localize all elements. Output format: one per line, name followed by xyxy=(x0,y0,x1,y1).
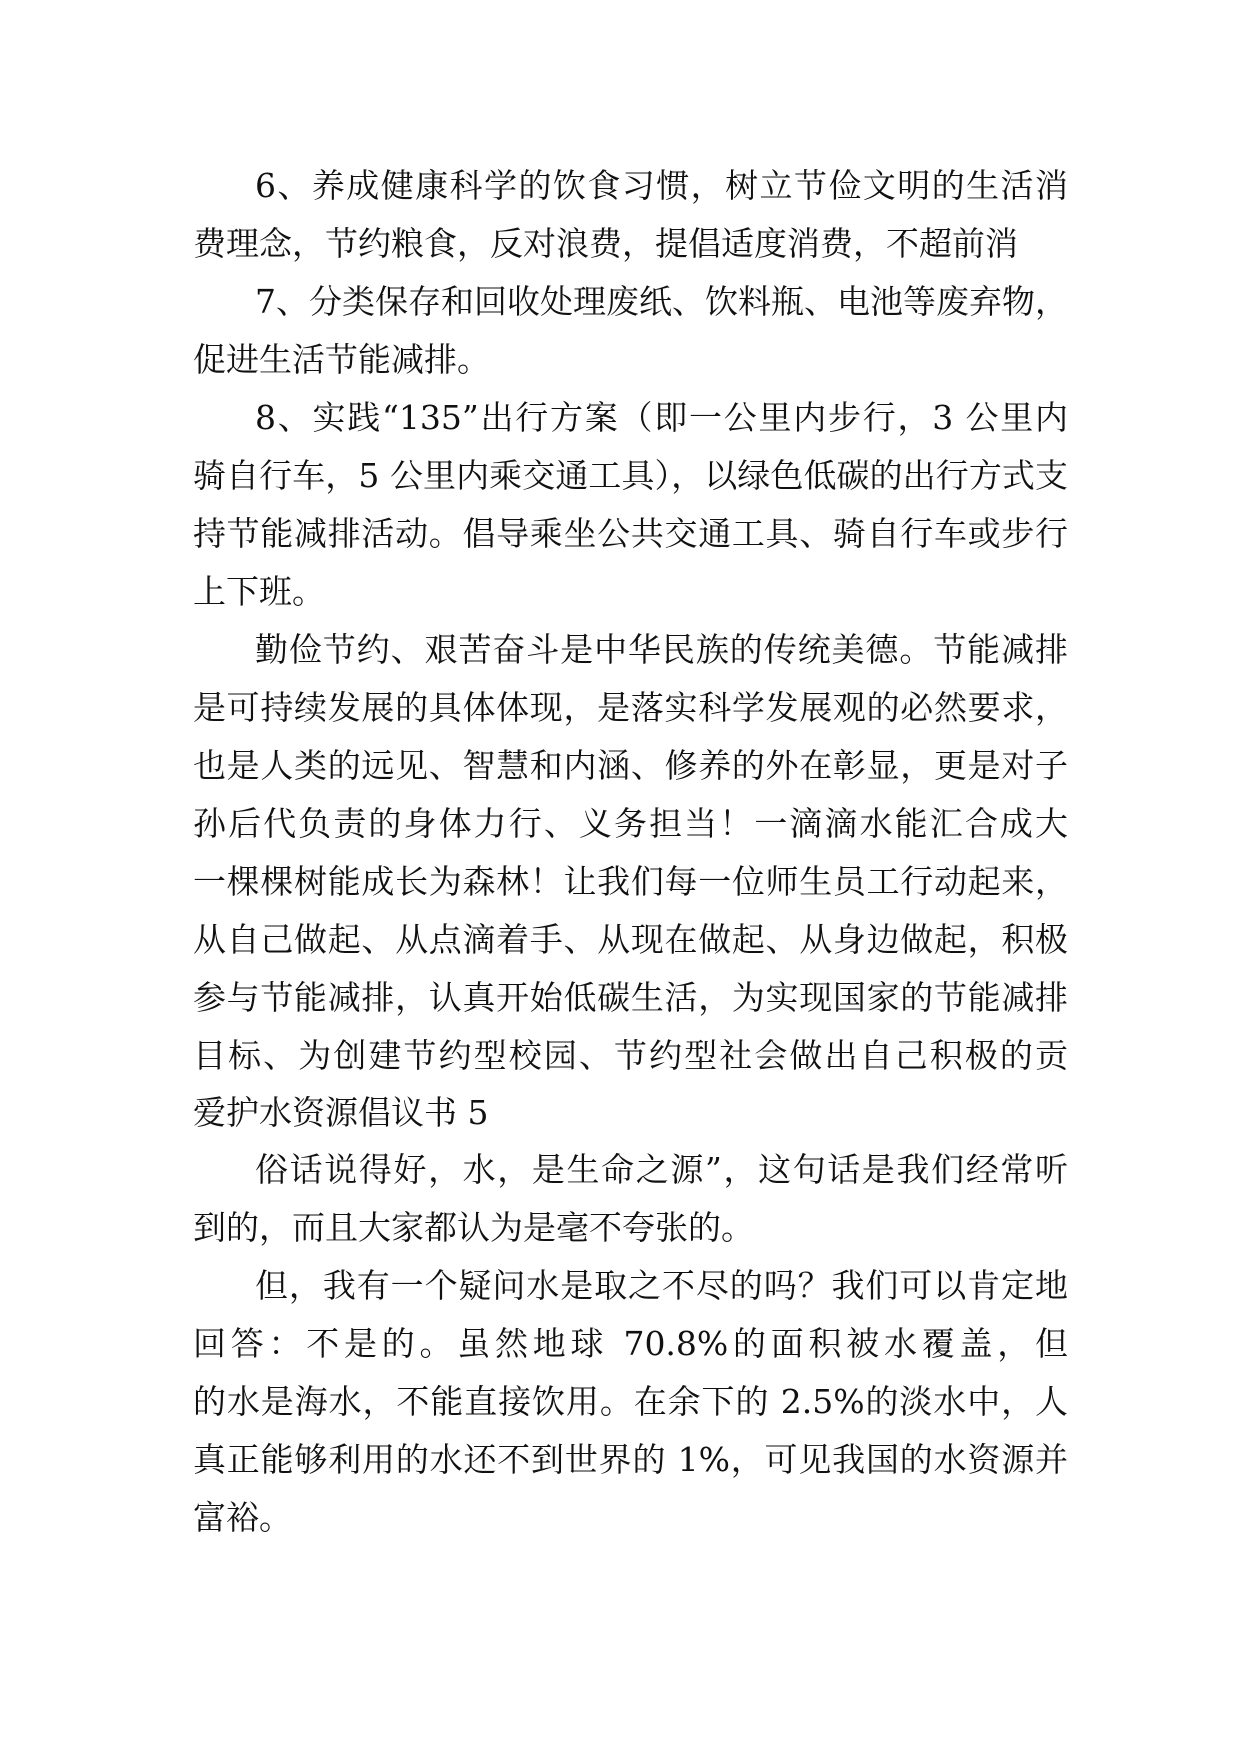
paragraph-line: 8、实践“135”出行方案（即一公里内步行，3 公里内 xyxy=(255,398,1068,437)
paragraph-line: 参与节能减排，认真开始低碳生活，为实现国家的节能减排 xyxy=(193,978,1068,1017)
paragraph-line: 富裕。 xyxy=(193,1498,292,1537)
paragraph-line: 到的，而且大家都认为是毫不夸张的。 xyxy=(193,1208,754,1247)
paragraph-item-6 xyxy=(193,157,1068,273)
paragraph-line: 从自己做起、从点滴着手、从现在做起、从身边做起，积极 xyxy=(193,920,1068,959)
paragraph-water-facts xyxy=(193,1257,1068,1547)
paragraph-intro xyxy=(193,1141,1068,1257)
paragraph-line: 真正能够利用的水还不到世界的 1%，可见我国的水资源并 xyxy=(193,1440,1068,1479)
paragraph-line: 骑自行车，5 公里内乘交通工具），以绿色低碳的出行方式支 xyxy=(193,456,1068,495)
paragraph-item-8 xyxy=(193,389,1068,621)
paragraph-line: 孙后代负责的身体力行、义务担当！一滴滴水能汇合成大 xyxy=(193,804,1068,843)
paragraph-line: 目标、为创建节约型校园、节约型社会做出自己积极的贡 xyxy=(193,1036,1068,1075)
document-body xyxy=(193,157,1068,1547)
paragraph-line: 俗话说得好，水，是生命之源”，这句话是我们经常听 xyxy=(255,1150,1068,1189)
paragraph-line: 但，我有一个疑问水是取之不尽的吗？我们可以肯定地 xyxy=(255,1266,1068,1305)
paragraph-line: 勤俭节约、艰苦奋斗是中华民族的传统美德。节能减排 xyxy=(255,630,1068,669)
paragraph-line: 是可持续发展的具体体现，是落实科学发展观的必然要求， xyxy=(193,688,1068,727)
paragraph-line: 促进生活节能减排。 xyxy=(193,340,490,379)
paragraph-line: 6、养成健康科学的饮食习惯，树立节俭文明的生活消 xyxy=(255,166,1068,205)
paragraph-line: 的水是海水，不能直接饮用。在余下的 2.5%的淡水中，人 xyxy=(193,1382,1068,1421)
paragraph-line: 上下班。 xyxy=(193,572,325,611)
paragraph-line: 7、分类保存和回收处理废纸、饮料瓶、电池等废弃物， xyxy=(255,282,1068,321)
section-title: 爱护水资源倡议书 5 xyxy=(193,1093,489,1132)
paragraph-conclusion xyxy=(193,621,1068,1085)
paragraph-line: 也是人类的远见、智慧和内涵、修养的外在彰显，更是对子 xyxy=(193,746,1068,785)
paragraph-line: 持节能减排活动。倡导乘坐公共交通工具、骑自行车或步行 xyxy=(193,514,1068,553)
paragraph-item-7 xyxy=(193,273,1068,389)
paragraph-line: 一棵棵树能成长为森林！让我们每一位师生员工行动起来， xyxy=(193,862,1068,901)
paragraph-line: 回答：不是的。虽然地球 70.8%的面积被水覆盖，但 xyxy=(193,1324,1068,1363)
paragraph-line: 费理念，节约粮食，反对浪费，提倡适度消费，不超前消 xyxy=(193,224,1018,263)
